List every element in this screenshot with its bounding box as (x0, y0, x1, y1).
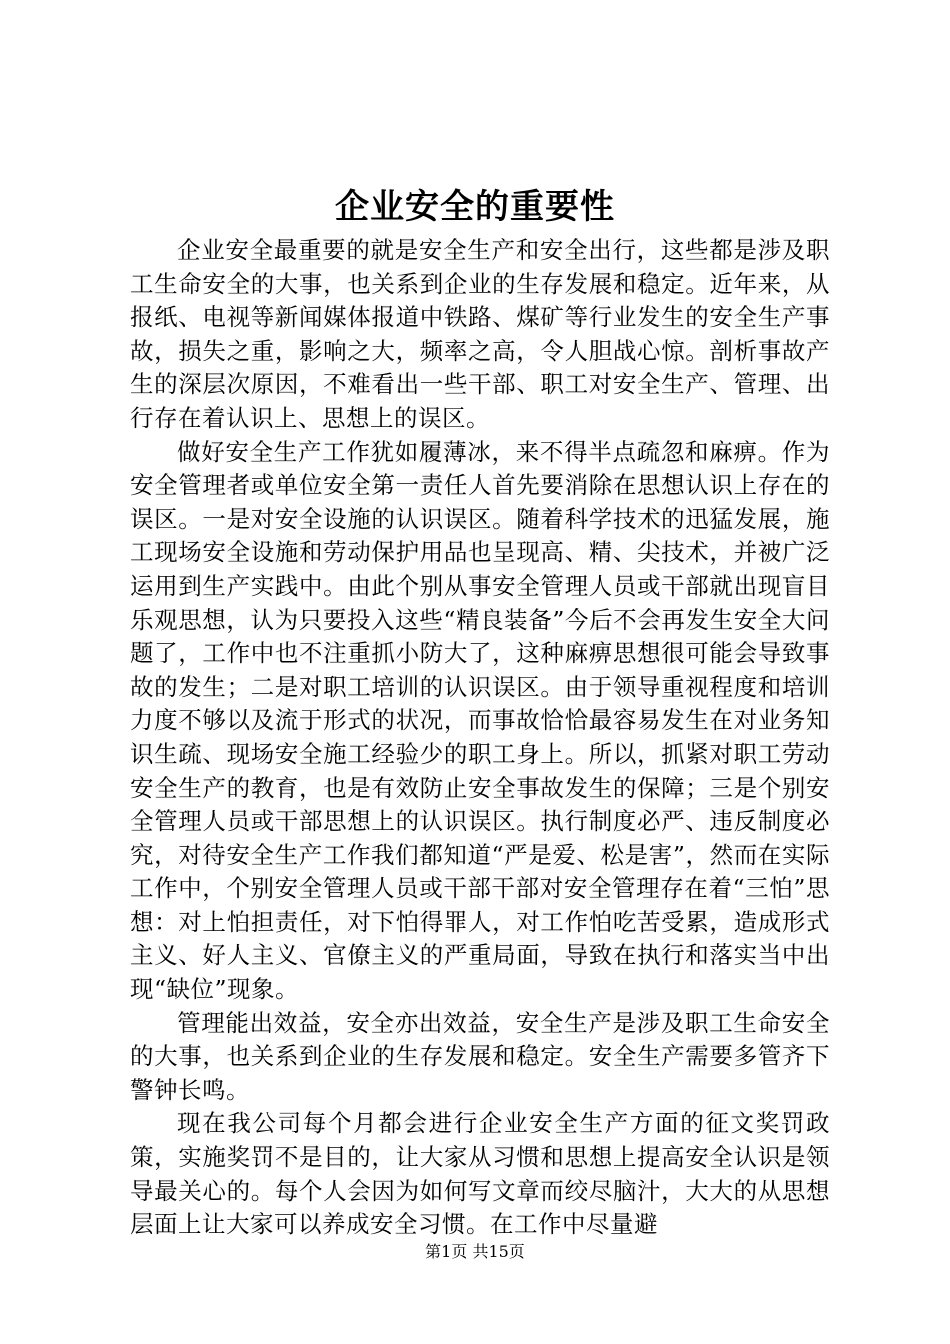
document-body (130, 234, 830, 1242)
paragraph-3: 管理能出效益，安全亦出效益，安全生产是涉及职工生命安全的大事，也关系到企业的生存发展和稳定。安全生产需要多管齐下警钟长鸣。 (130, 1008, 830, 1104)
paragraph-4: 现在我公司每个月都会进行企业安全生产方面的征文奖罚政策，实施奖罚不是目的，让大家从习惯和思想上提高安全认识是领导最关心的。每个人会因为如何写文章而绞尽脑汁，大大的从思想层面上让大家可以养成安全习惯。在工作中尽量避 (130, 1109, 830, 1239)
paragraph-1: 企业安全最重要的就是安全生产和安全出行，这些都是涉及职工生命安全的大事，也关系到企业的生存发展和稳定。近年来，从报纸、电视等新闻媒体报道中铁路、煤矿等行业发生的安全生产事故，损失之重，影响之大，频率之高，令人胆战心惊。剖析事故产生的深层次原因，不难看出一些干部、职工对安全生产、管理、出行存在着认识上、思想上的误区。 (130, 236, 830, 432)
paragraph-2: 做好安全生产工作犹如履薄冰，来不得半点疏忽和麻痹。作为安全管理者或单位安全第一责任人首先要消除在思想认识上存在的误区。一是对安全设施的认识误区。随着科学技术的迅猛发展，施工现场安全设施和劳动保护用品也呈现高、精、尖技术，并被广泛运用到生产实践中。由此个别从事安全管理人员或干部就出现盲目乐观思想，认为只要投入这些“精良装备”今后不会再发生安全大问题了，工作中也不注重抓小防大了，这种麻痹思想很可能会导致事故的发生；二是对职工培训的认识误区。由于领导重视程度和培训力度不够以及流于形式的状况，而事故恰恰最容易发生在对业务知识生疏、现场安全施工经验少的职工身上。所以，抓紧对职工劳动安全生产的教育，也是有效防止安全事故发生的保障；三是个别安全管理人员或干部思想上的认识误区。执行制度必严、违反制度必究，对待安全生产工作我们都知道“严是爱、松是害”，然而在实际工作中，个别安全管理人员或干部干部对安全管理存在着“三怕”思想：对上怕担责任，对下怕得罪人，对工作怕吃苦受累，造成形式主义、好人主义、官僚主义的严重局面，导致在执行和落实当中出现“缺位”现象。 (130, 437, 830, 1004)
page-number-footer: 第1页 共15页 (425, 1242, 525, 1261)
document-title: 企业安全的重要性 (335, 187, 615, 227)
